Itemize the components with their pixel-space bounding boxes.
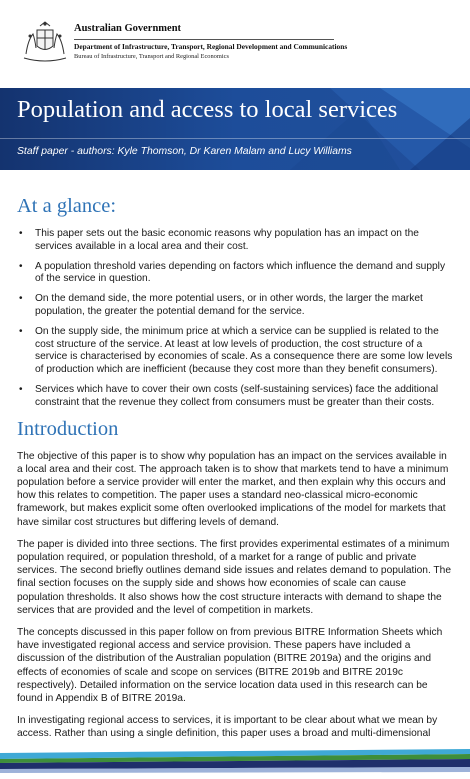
at-a-glance-list	[17, 228, 453, 410]
list-item: • On the supply side, the minimum price at which a service can be supplied is related to the cost structure of the service. At least at low levels of production, the cost structure of a service is characterised by economies of scale. As a consequence there are some low levels of production which are inefficient (because they cost more than they benefit consumers).	[17, 326, 453, 377]
intro-paragraph: The objective of this paper is to show why population has an impact on the services available in a local area and their cost. The approach taken is to show that markets tend to have a minimum population before a service provider will enter the market, and then explain why this occurs and how this relates to competition. The paper uses a standard neo-classical micro-economic framework, but makes explicit some often overlooked implications of the model for markets that have similar cost structures but differing levels of demand.	[17, 450, 449, 528]
main-content	[17, 195, 453, 767]
list-item: • On the demand side, the more potential users, or in other words, the larger the market population, the greater the potential demand for the service.	[17, 293, 453, 319]
introduction-heading: Introduction	[17, 417, 119, 440]
list-item: • This paper sets out the basic economic reasons why population has an impact on the services available in a local area and their cost.	[17, 228, 453, 254]
at-a-glance-heading: At a glance:	[17, 195, 117, 217]
government-title: Australian Government	[74, 23, 182, 34]
banner-divider	[0, 138, 470, 139]
department-name: Department of Infrastructure, Transport, Regional Development and Communications	[74, 42, 348, 51]
list-item: • Services which have to cover their own costs (self-sustaining services) face the additional constraint that the revenue they collect from consumers must be greater than their costs.	[17, 384, 453, 410]
commonwealth-coat-of-arms-icon	[20, 20, 70, 64]
staff-paper-authors: Staff paper - authors: Kyle Thomson, Dr Karen Malam and Lucy Williams	[17, 146, 352, 157]
intro-paragraph: The paper is divided into three sections. The first provides experimental estimates of a minimum population required, or population threshold, of a market for a range of public and private services. The second briefly outlines demand side issues and relates demand to population. The final section focuses on the supply side and shows how economies of scale can cause population thresholds. It also shows how the cost structure interacts with demand to shape the services that are provided and the level of competition in markets.	[17, 538, 451, 616]
intro-paragraph: In investigating regional access to services, it is important to be clear about what we mean by access. Rather than using a single definition, this paper uses a broad and multi-dimensional	[17, 715, 438, 740]
header-divider	[74, 39, 334, 40]
page-title: Population and access to local services	[17, 96, 398, 123]
list-item: • A population threshold varies depending on factors which influence the demand and supply of the service in question.	[17, 261, 453, 287]
page-header	[0, 0, 470, 88]
intro-paragraph: The concepts discussed in this paper follow on from previous BITRE Information Sheets which have investigated regional access and service provision. These papers have included a discussion of the distribution of the Australian population (BITRE 2019a) and the origins and effects of economies of scale and scope on services (BITRE 2019b and BITRE 2019c respectively). Detailed information on the service location data used in this research can be found in Appendix B of BITRE 2019a.	[17, 627, 443, 705]
bureau-name: Bureau of Infrastructure, Transport and Regional Economics	[74, 53, 229, 60]
footer-stripes	[0, 740, 470, 779]
